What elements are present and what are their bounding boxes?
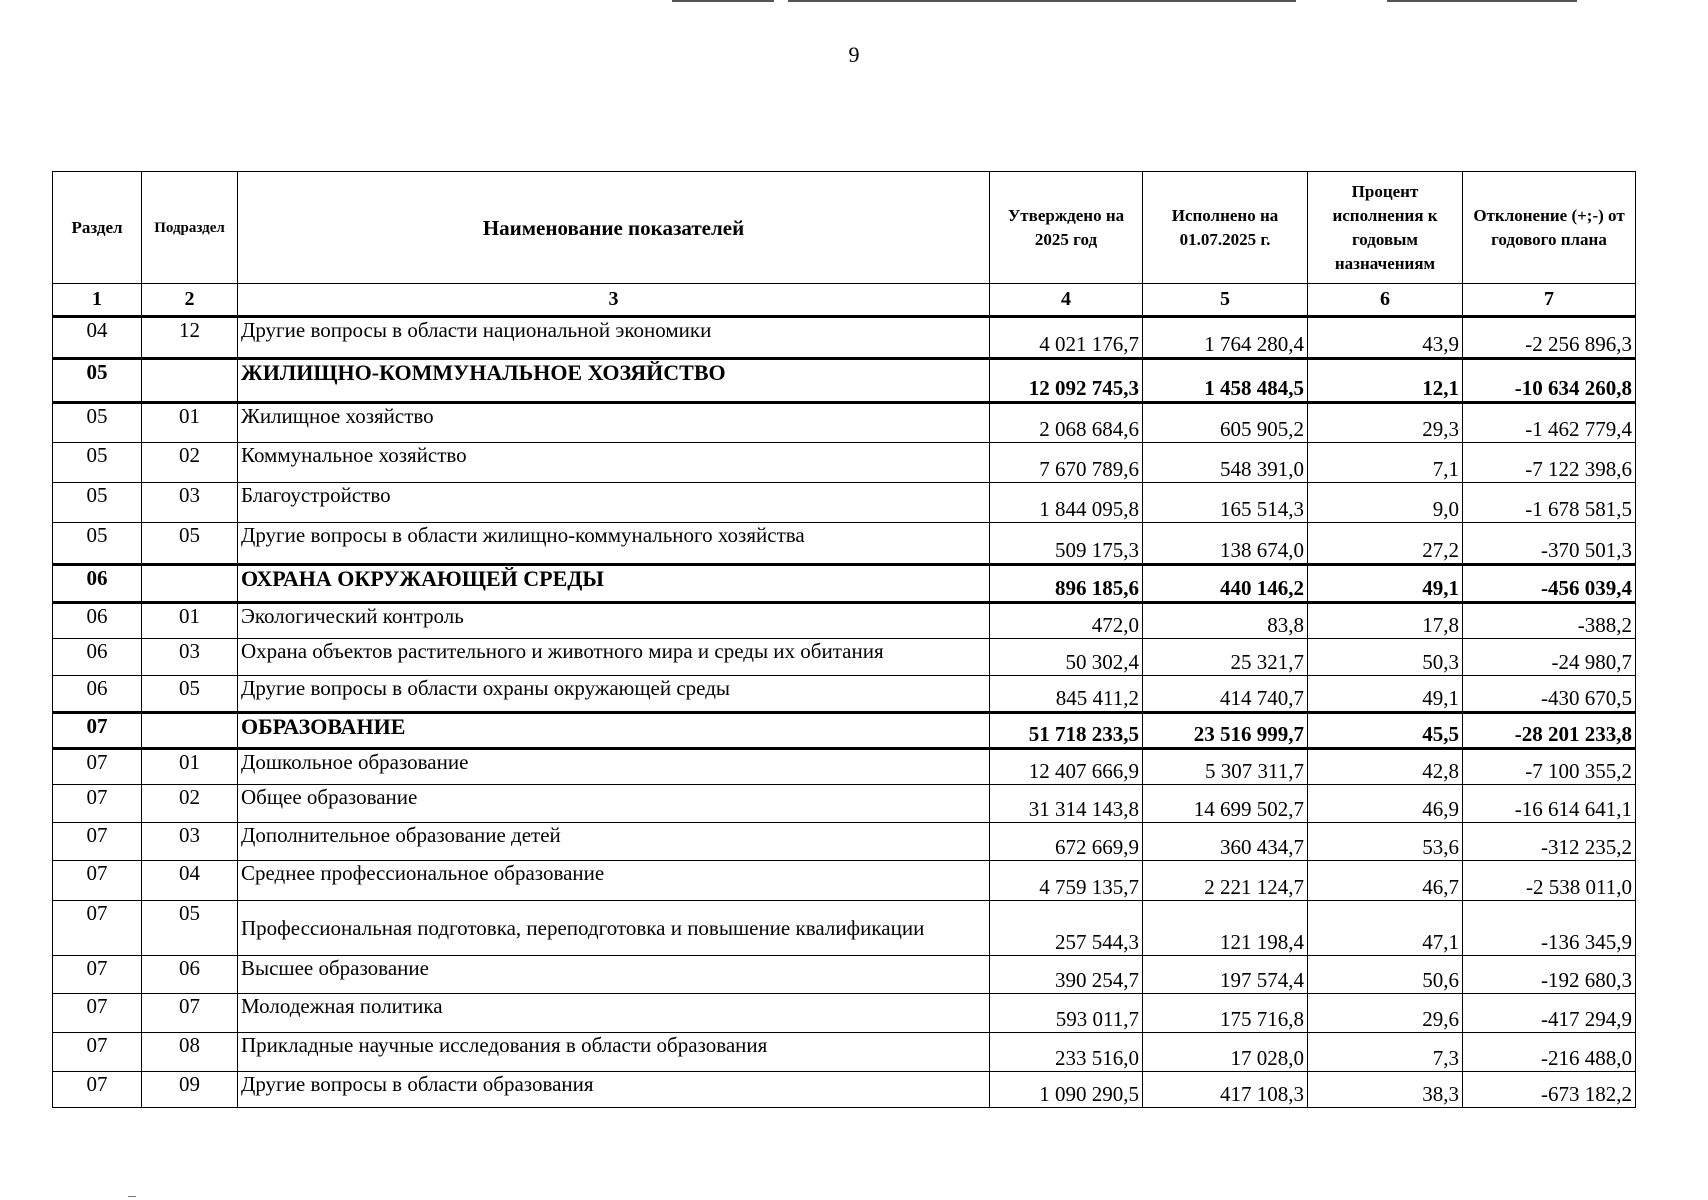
approved-cell: 12 092 745,3 — [990, 359, 1143, 403]
razdel-cell: 05 — [53, 443, 142, 483]
top-scan-line — [672, 0, 774, 2]
column-number: 4 — [990, 284, 1143, 317]
razdel-cell: 07 — [53, 785, 142, 823]
deviation-cell: -1 678 581,5 — [1463, 483, 1636, 523]
executed-cell: 440 146,2 — [1143, 565, 1308, 603]
podrazdel-cell: 02 — [142, 443, 238, 483]
deviation-cell: -388,2 — [1463, 603, 1636, 639]
header-podrazdel: Подраздел — [142, 172, 238, 284]
executed-cell: 121 198,4 — [1143, 901, 1308, 956]
podrazdel-cell: 02 — [142, 785, 238, 823]
percent-cell: 27,2 — [1308, 523, 1463, 565]
table-row — [53, 639, 1636, 676]
column-number: 2 — [142, 284, 238, 317]
podrazdel-cell: 05 — [142, 676, 238, 713]
razdel-cell: 07 — [53, 1033, 142, 1072]
deviation-cell: -1 462 779,4 — [1463, 403, 1636, 443]
percent-cell: 45,5 — [1308, 713, 1463, 749]
executed-cell: 17 028,0 — [1143, 1033, 1308, 1072]
razdel-cell: 07 — [53, 956, 142, 994]
podrazdel-cell: 12 — [142, 317, 238, 359]
approved-cell: 51 718 233,5 — [990, 713, 1143, 749]
executed-cell: 197 574,4 — [1143, 956, 1308, 994]
executed-cell: 25 321,7 — [1143, 639, 1308, 676]
column-number: 3 — [238, 284, 990, 317]
column-number-row — [53, 284, 1636, 317]
table-row — [53, 994, 1636, 1033]
top-scan-line — [1387, 0, 1577, 2]
executed-cell: 175 716,8 — [1143, 994, 1308, 1033]
approved-cell: 7 670 789,6 — [990, 443, 1143, 483]
deviation-cell: -16 614 641,1 — [1463, 785, 1636, 823]
name-cell: Профессиональная подготовка, переподготовка и повышение квалификации — [238, 901, 990, 956]
executed-cell: 83,8 — [1143, 603, 1308, 639]
name-cell: Дошкольное образование — [238, 749, 990, 785]
percent-cell: 38,3 — [1308, 1072, 1463, 1108]
razdel-cell: 07 — [53, 749, 142, 785]
table-row — [53, 403, 1636, 443]
approved-cell: 472,0 — [990, 603, 1143, 639]
approved-cell: 593 011,7 — [990, 994, 1143, 1033]
table-row — [53, 443, 1636, 483]
top-scan-line — [788, 0, 1296, 2]
executed-cell: 360 434,7 — [1143, 823, 1308, 861]
razdel-cell: 07 — [53, 861, 142, 901]
column-number: 6 — [1308, 284, 1463, 317]
table-row-section — [53, 713, 1636, 749]
executed-cell: 605 905,2 — [1143, 403, 1308, 443]
deviation-cell: -216 488,0 — [1463, 1033, 1636, 1072]
name-cell: Коммунальное хозяйство — [238, 443, 990, 483]
header-name: Наименование показателей — [238, 172, 990, 284]
executed-cell: 417 108,3 — [1143, 1072, 1308, 1108]
razdel-cell: 04 — [53, 317, 142, 359]
executed-cell: 548 391,0 — [1143, 443, 1308, 483]
approved-cell: 390 254,7 — [990, 956, 1143, 994]
razdel-cell: 07 — [53, 1072, 142, 1108]
table-row — [53, 676, 1636, 713]
approved-cell: 31 314 143,8 — [990, 785, 1143, 823]
podrazdel-cell — [142, 713, 238, 749]
percent-cell: 46,7 — [1308, 861, 1463, 901]
approved-cell: 4 021 176,7 — [990, 317, 1143, 359]
deviation-cell: -28 201 233,8 — [1463, 713, 1636, 749]
razdel-cell: 07 — [53, 994, 142, 1033]
name-cell: Общее образование — [238, 785, 990, 823]
approved-cell: 1 844 095,8 — [990, 483, 1143, 523]
razdel-cell: 06 — [53, 565, 142, 603]
header-executed: Исполнено на 01.07.2025 г. — [1143, 172, 1308, 284]
deviation-cell: -673 182,2 — [1463, 1072, 1636, 1108]
percent-cell: 46,9 — [1308, 785, 1463, 823]
executed-cell: 165 514,3 — [1143, 483, 1308, 523]
razdel-cell: 06 — [53, 676, 142, 713]
name-cell: ОБРАЗОВАНИЕ — [238, 713, 990, 749]
name-cell: Другие вопросы в области жилищно-коммунального хозяйства — [238, 523, 990, 565]
executed-cell: 5 307 311,7 — [1143, 749, 1308, 785]
approved-cell: 2 068 684,6 — [990, 403, 1143, 443]
percent-cell: 49,1 — [1308, 565, 1463, 603]
percent-cell: 49,1 — [1308, 676, 1463, 713]
percent-cell: 42,8 — [1308, 749, 1463, 785]
deviation-cell: -192 680,3 — [1463, 956, 1636, 994]
header-approved: Утверждено на 2025 год — [990, 172, 1143, 284]
executed-cell: 1 764 280,4 — [1143, 317, 1308, 359]
table-row-section — [53, 359, 1636, 403]
deviation-cell: -417 294,9 — [1463, 994, 1636, 1033]
executed-cell: 414 740,7 — [1143, 676, 1308, 713]
podrazdel-cell: 05 — [142, 901, 238, 956]
name-cell: Другие вопросы в области охраны окружающей среды — [238, 676, 990, 713]
approved-cell: 257 544,3 — [990, 901, 1143, 956]
column-number: 7 — [1463, 284, 1636, 317]
table-row — [53, 317, 1636, 359]
podrazdel-cell: 01 — [142, 603, 238, 639]
deviation-cell: -2 256 896,3 — [1463, 317, 1636, 359]
razdel-cell: 07 — [53, 713, 142, 749]
podrazdel-cell: 09 — [142, 1072, 238, 1108]
column-number: 5 — [1143, 284, 1308, 317]
name-cell: Прикладные научные исследования в области образования — [238, 1033, 990, 1072]
approved-cell: 672 669,9 — [990, 823, 1143, 861]
name-cell: ЖИЛИЩНО-КОММУНАЛЬНОЕ ХОЗЯЙСТВО — [238, 359, 990, 403]
name-cell: ОХРАНА ОКРУЖАЮЩЕЙ СРЕДЫ — [238, 565, 990, 603]
percent-cell: 9,0 — [1308, 483, 1463, 523]
podrazdel-cell: 03 — [142, 483, 238, 523]
table-row — [53, 956, 1636, 994]
podrazdel-cell — [142, 565, 238, 603]
deviation-cell: -456 039,4 — [1463, 565, 1636, 603]
name-cell: Высшее образование — [238, 956, 990, 994]
header-percent: Процент исполнения к годовым назначениям — [1308, 172, 1463, 284]
approved-cell: 4 759 135,7 — [990, 861, 1143, 901]
scan-mark — [128, 1196, 136, 1197]
podrazdel-cell: 01 — [142, 403, 238, 443]
razdel-cell: 05 — [53, 359, 142, 403]
deviation-cell: -2 538 011,0 — [1463, 861, 1636, 901]
razdel-cell: 07 — [53, 901, 142, 956]
page-number: 9 — [848, 42, 860, 67]
name-cell: Экологический контроль — [238, 603, 990, 639]
podrazdel-cell: 05 — [142, 523, 238, 565]
deviation-cell: -136 345,9 — [1463, 901, 1636, 956]
percent-cell: 29,6 — [1308, 994, 1463, 1033]
percent-cell: 50,6 — [1308, 956, 1463, 994]
table-row — [53, 523, 1636, 565]
header-razdel: Раздел — [53, 172, 142, 284]
table-row-section — [53, 565, 1636, 603]
razdel-cell: 05 — [53, 483, 142, 523]
percent-cell: 7,3 — [1308, 1033, 1463, 1072]
approved-cell: 233 516,0 — [990, 1033, 1143, 1072]
executed-cell: 14 699 502,7 — [1143, 785, 1308, 823]
percent-cell: 43,9 — [1308, 317, 1463, 359]
name-cell: Другие вопросы в области образования — [238, 1072, 990, 1108]
percent-cell: 29,3 — [1308, 403, 1463, 443]
deviation-cell: -312 235,2 — [1463, 823, 1636, 861]
name-cell: Среднее профессиональное образование — [238, 861, 990, 901]
column-number: 1 — [53, 284, 142, 317]
podrazdel-cell: 04 — [142, 861, 238, 901]
podrazdel-cell: 07 — [142, 994, 238, 1033]
podrazdel-cell — [142, 359, 238, 403]
table-row — [53, 749, 1636, 785]
percent-cell: 53,6 — [1308, 823, 1463, 861]
deviation-cell: -370 501,3 — [1463, 523, 1636, 565]
name-cell: Охрана объектов растительного и животного мира и среды их обитания — [238, 639, 990, 676]
percent-cell: 17,8 — [1308, 603, 1463, 639]
approved-cell: 1 090 290,5 — [990, 1072, 1143, 1108]
table-row — [53, 861, 1636, 901]
deviation-cell: -10 634 260,8 — [1463, 359, 1636, 403]
table-row — [53, 603, 1636, 639]
approved-cell: 845 411,2 — [990, 676, 1143, 713]
approved-cell: 509 175,3 — [990, 523, 1143, 565]
razdel-cell: 05 — [53, 523, 142, 565]
podrazdel-cell: 03 — [142, 823, 238, 861]
table-row — [53, 1072, 1636, 1108]
razdel-cell: 06 — [53, 639, 142, 676]
executed-cell: 2 221 124,7 — [1143, 861, 1308, 901]
percent-cell: 7,1 — [1308, 443, 1463, 483]
deviation-cell: -7 100 355,2 — [1463, 749, 1636, 785]
name-cell: Молодежная политика — [238, 994, 990, 1033]
percent-cell: 50,3 — [1308, 639, 1463, 676]
razdel-cell: 06 — [53, 603, 142, 639]
percent-cell: 12,1 — [1308, 359, 1463, 403]
approved-cell: 896 185,6 — [990, 565, 1143, 603]
name-cell: Жилищное хозяйство — [238, 403, 990, 443]
deviation-cell: -7 122 398,6 — [1463, 443, 1636, 483]
table-row — [53, 483, 1636, 523]
approved-cell: 50 302,4 — [990, 639, 1143, 676]
podrazdel-cell: 08 — [142, 1033, 238, 1072]
podrazdel-cell: 06 — [142, 956, 238, 994]
table-row — [53, 901, 1636, 956]
razdel-cell: 07 — [53, 823, 142, 861]
table-header-row — [53, 172, 1636, 284]
name-cell: Дополнительное образование детей — [238, 823, 990, 861]
executed-cell: 138 674,0 — [1143, 523, 1308, 565]
table-row — [53, 785, 1636, 823]
name-cell: Благоустройство — [238, 483, 990, 523]
podrazdel-cell: 01 — [142, 749, 238, 785]
podrazdel-cell: 03 — [142, 639, 238, 676]
budget-table — [52, 171, 1636, 1108]
table-row — [53, 1033, 1636, 1072]
approved-cell: 12 407 666,9 — [990, 749, 1143, 785]
executed-cell: 1 458 484,5 — [1143, 359, 1308, 403]
percent-cell: 47,1 — [1308, 901, 1463, 956]
deviation-cell: -430 670,5 — [1463, 676, 1636, 713]
header-deviation: Отклонение (+;-) от годового плана — [1463, 172, 1636, 284]
name-cell: Другие вопросы в области национальной экономики — [238, 317, 990, 359]
deviation-cell: -24 980,7 — [1463, 639, 1636, 676]
razdel-cell: 05 — [53, 403, 142, 443]
executed-cell: 23 516 999,7 — [1143, 713, 1308, 749]
table-row — [53, 823, 1636, 861]
